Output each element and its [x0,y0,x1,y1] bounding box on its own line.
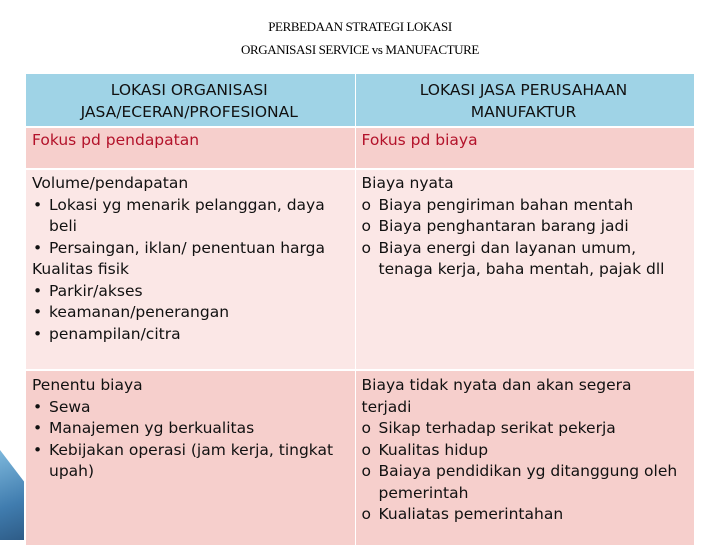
list-item: • Kebijakan operasi (jam kerja, tingkat upah) [32,440,347,483]
header-right-line-2: MANUFAKTUR [470,103,577,121]
corner-decoration [0,450,24,540]
row1-right-cell [355,169,694,370]
row2-right-heading: Biaya tidak nyata dan akan segera terjadi [361,376,632,416]
list-item: o Biaya pengiriman bahan mentah [362,195,686,217]
list-item: • keamanan/penerangan [32,302,347,324]
list-item: • Lokasi yg menarik pelanggan, daya beli [32,195,347,238]
list-item: • Sewa [32,397,347,419]
list-item: o Sikap terhadap serikat pekerja [362,418,686,440]
comparison-table [26,74,695,547]
header-row [26,74,694,127]
list-item: o Baiaya pendidikan yg ditanggung oleh pemerintah [362,461,686,504]
row1-left-heading-2: Kualitas fisik [32,260,130,278]
list-item: • Parkir/akses [32,281,347,303]
title-line-2: ORGANISASI SERVICE vs MANUFACTURE [241,42,479,57]
list-item: • penampilan/citra [32,324,347,346]
row1-left-list-1 [32,195,347,260]
table-row [26,169,694,370]
table-row [26,370,694,546]
list-item: o Kualiatas pemerintahan [362,504,686,526]
list-item: • Manajemen yg berkualitas [32,418,347,440]
focus-left: Fokus pd pendapatan [26,127,355,169]
row2-left-list [32,397,347,483]
header-left-line-1: LOKASI ORGANISASI [110,81,268,99]
row2-right-cell [355,370,694,546]
row1-left-heading-1: Volume/pendapatan [32,174,189,192]
header-right [355,74,694,127]
row1-right-list [362,195,686,281]
row1-right-heading: Biaya nyata [361,174,454,192]
header-right-line-1: LOKASI JASA PERUSAHAAN [419,81,628,99]
row2-right-list [362,418,686,526]
focus-row [26,127,694,169]
list-item: o Biaya energi dan layanan umum, tenaga kerja, baha mentah, pajak dll [362,238,686,281]
row1-left-list-2 [32,281,347,346]
focus-right: Fokus pd biaya [355,127,694,169]
row2-left-heading: Penentu biaya [32,376,143,394]
row2-left-cell [26,370,355,546]
header-left [26,74,355,127]
header-left-line-2: JASA/ECERAN/PROFESIONAL [80,103,298,121]
list-item: • Persaingan, iklan/ penentuan harga [32,238,347,260]
list-item: o Biaya penghantaran barang jadi [362,216,686,238]
list-item: o Kualitas hidup [362,440,686,462]
title-line-1: PERBEDAAN STRATEGI LOKASI [268,19,452,34]
row1-left-cell [26,169,355,370]
